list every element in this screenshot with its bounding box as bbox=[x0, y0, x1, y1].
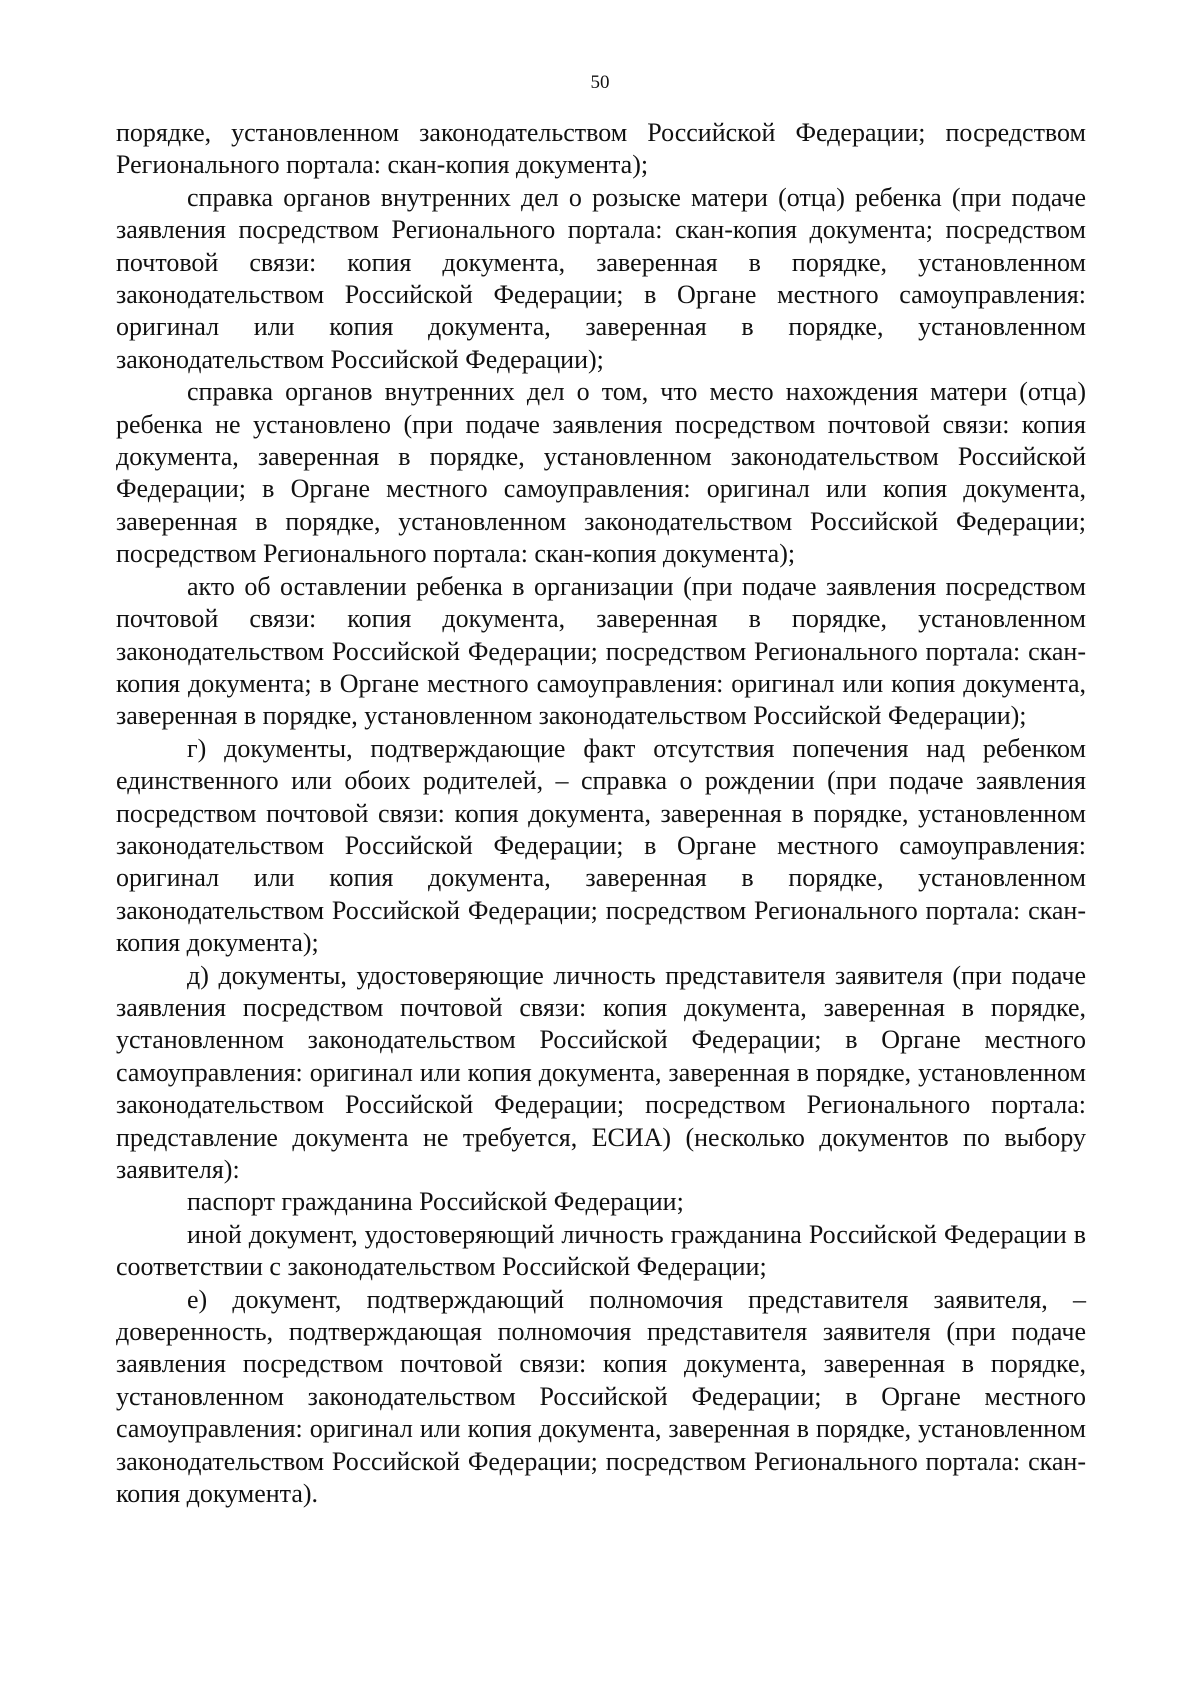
paragraph-abandonment-act: акто об оставлении ребенка в организации (при подаче заявления посредством почтовой связи: копия документа, заверенная в порядке, установленном законодательством Российской Федерации; посредством Регионального портала: скан-копия документа; в Органе местного самоуправления: оригинал или копия документа, заверенная в порядке, установленном законодательством Российской Федерации); bbox=[116, 571, 1086, 731]
paragraph-item-d: д) документы, удостоверяющие личность представителя заявителя (при подаче заявления посредством почтовой связи: копия документа, заверенная в порядке, установленном законодательством Российской Федерации; в Органе местного самоуправления: оригинал или копия документа, заверенная в порядке, установленном законодательством Российской Федерации; посредством Регионального портала: представление документа не требуется, ЕСИА) (несколько документов по выбору заявителя): bbox=[116, 960, 1086, 1184]
page-number: 50 bbox=[590, 72, 610, 93]
paragraph-passport: паспорт гражданина Российской Федерации; bbox=[187, 1187, 684, 1217]
paragraph-continuation: порядке, установленном законодательством Российской Федерации; посредством Регионального портала: скан-копия документа); bbox=[116, 118, 1086, 180]
paragraph-wanted-parent-certificate: справка органов внутренних дел о розыске матери (отца) ребенка (при подаче заявления посредством Регионального портала: скан-копия документа; посредством почтовой связи: копия документа, заверенная в порядке, установленном законодательством Российской Федерации; в Органе местного самоуправления: оригинал или копия документа, заверенная в порядке, установленном законодательством Российской Федерации); bbox=[116, 182, 1086, 374]
paragraph-other-id-document: иной документ, удостоверяющий личность гражданина Российской Федерации в соответствии с законодательством Российской Федерации; bbox=[116, 1219, 1086, 1282]
paragraph-unknown-location-certificate: справка органов внутренних дел о том, что место нахождения матери (отца) ребенка не установлено (при подаче заявления посредством почтовой связи: копия документа, заверенная в порядке, установленном законодательством Российской Федерации; в Органе местного самоуправления: оригинал или копия документа, заверенная в порядке, установленном законодательством Российской Федерации; посредством Регионального портала: скан-копия документа); bbox=[116, 377, 1086, 569]
paragraph-item-g: г) документы, подтверждающие факт отсутствия попечения над ребенком единственного или обоих родителей, – справка о рождении (при подаче заявления посредством почтовой связи: копия документа, заверенная в порядке, установленном законодательством Российской Федерации; в Органе местного самоуправления: оригинал или копия документа, заверенная в порядке, установленном законодательством Российской Федерации; посредством Регионального портала: скан-копия документа); bbox=[116, 733, 1086, 958]
paragraph-item-e: е) документ, подтверждающий полномочия представителя заявителя, – доверенность, подтверждающая полномочия представителя заявителя (при подаче заявления посредством почтовой связи: копия документа, заверенная в порядке, установленном законодательством Российской Федерации; в Органе местного самоуправления: оригинал или копия документа, заверенная в порядке, установленном законодательством Российской Федерации; посредством Регионального портала: скан-копия документа). bbox=[116, 1284, 1086, 1509]
document-body bbox=[116, 117, 1086, 1510]
